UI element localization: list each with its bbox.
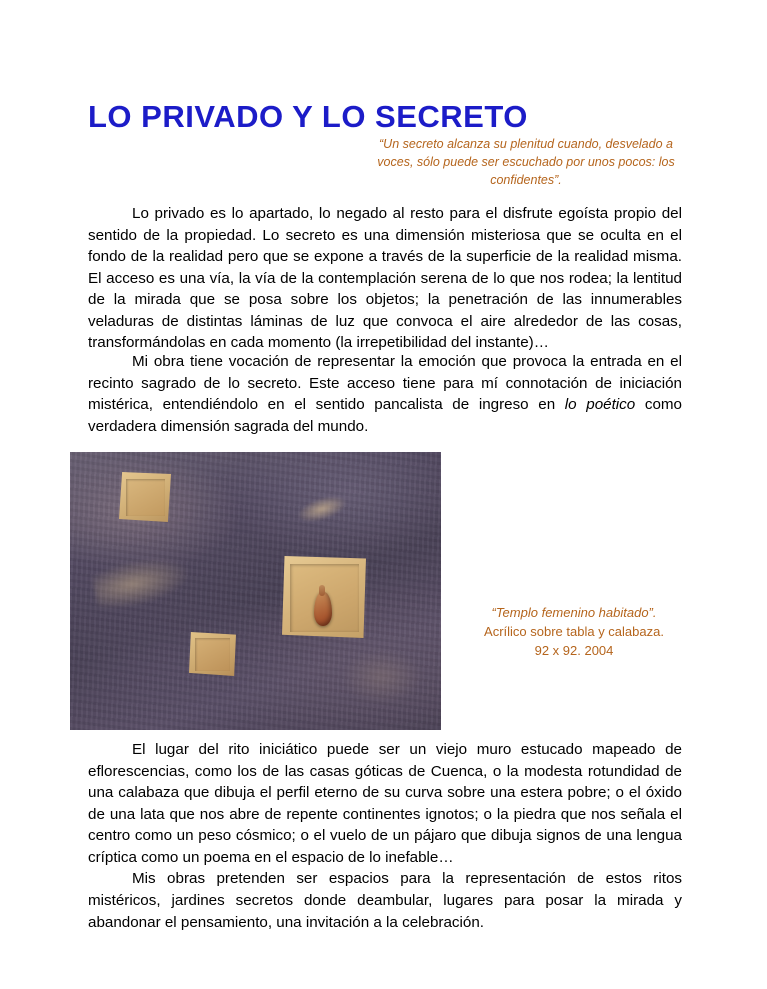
- artwork-panel-lower-left: [189, 632, 236, 676]
- page-title: LO PRIVADO Y LO SECRETO: [88, 98, 528, 134]
- artwork-panel-upper-left-inner: [126, 479, 165, 516]
- artwork-gourd: [314, 592, 332, 626]
- artwork-panel-upper-left: [119, 472, 171, 522]
- artwork-image: [70, 452, 441, 730]
- paragraph-2: [88, 351, 682, 437]
- paragraph-3: El lugar del rito iniciático puede ser un viejo muro estucado mapeado de eflorescencias, como los de las casas góticas de Cuenca, o la modesta rotundidad de una calabaza que dibuja el perfil eterno de su curva sobre una estera pobre; o el óxido de una lata que nos abre de repente continentes ignotos; o la piedra que nos señala el centro como un peso cósmico; o el vuelo de un pájaro que dibuja signos de una lengua críptica como un poema en el espacio de lo inefable…: [88, 741, 682, 866]
- paragraph-1: Lo privado es lo apartado, lo negado al resto para el disfrute egoísta propio del sentido de la propiedad. Lo secreto es una dimensión misteriosa que se oculta en el fondo de la realidad pero que se expone a través de la superficie de la realidad misma. El acceso es una vía, la vía de la contemplación serena de lo que nos rodea; la lentitud de la mirada que se posa sobre los objetos; la penetración de las innumerables veladuras de distintas láminas de luz que convoca el aire alrededor de las cosas, transformándolas en cada momento (la irrepetibilidad del instante)…: [88, 205, 682, 352]
- figure-caption-dimensions: 92 x 92. 2004: [534, 642, 614, 658]
- artwork-panel-lower-left-inner: [195, 638, 230, 671]
- paragraph-block-one: [88, 203, 682, 354]
- paragraph-2-emphasis: lo poético: [564, 396, 636, 414]
- figure-caption-title: “Templo femenino habitado”.: [491, 605, 657, 620]
- epigraph-quote: “Un secreto alcanza su plenitud cuando, desvelado a voces, sólo puede ser escuchado por unos pocos: los confidentes”.: [377, 137, 675, 187]
- figure-caption-medium: Acrílico sobre tabla y calabaza.: [484, 623, 664, 639]
- paragraph-2-part-a: Mi obra tiene vocación de representar la emoción que provoca la entrada en el recinto sagrado de lo secreto. Este acceso tiene para mí connotación de iniciación mistérica, entendiéndolo en el sentido pancalista de ingreso en: [88, 353, 682, 414]
- paragraph-4: Mis obras pretenden ser espacios para la representación de estos ritos mistéricos, jardines secretos donde deambular, lugares para posar la mirada y abandonar el pensamiento, una invitación a la celebración.: [88, 870, 682, 931]
- paragraph-block-three: [88, 739, 682, 933]
- paragraph-block-two: [88, 351, 682, 437]
- artwork-shadow-patch: [342, 650, 422, 704]
- paragraph-2-part-b: como verdadera dimensión sagrada del mundo.: [88, 396, 683, 435]
- figure-caption: [458, 604, 690, 661]
